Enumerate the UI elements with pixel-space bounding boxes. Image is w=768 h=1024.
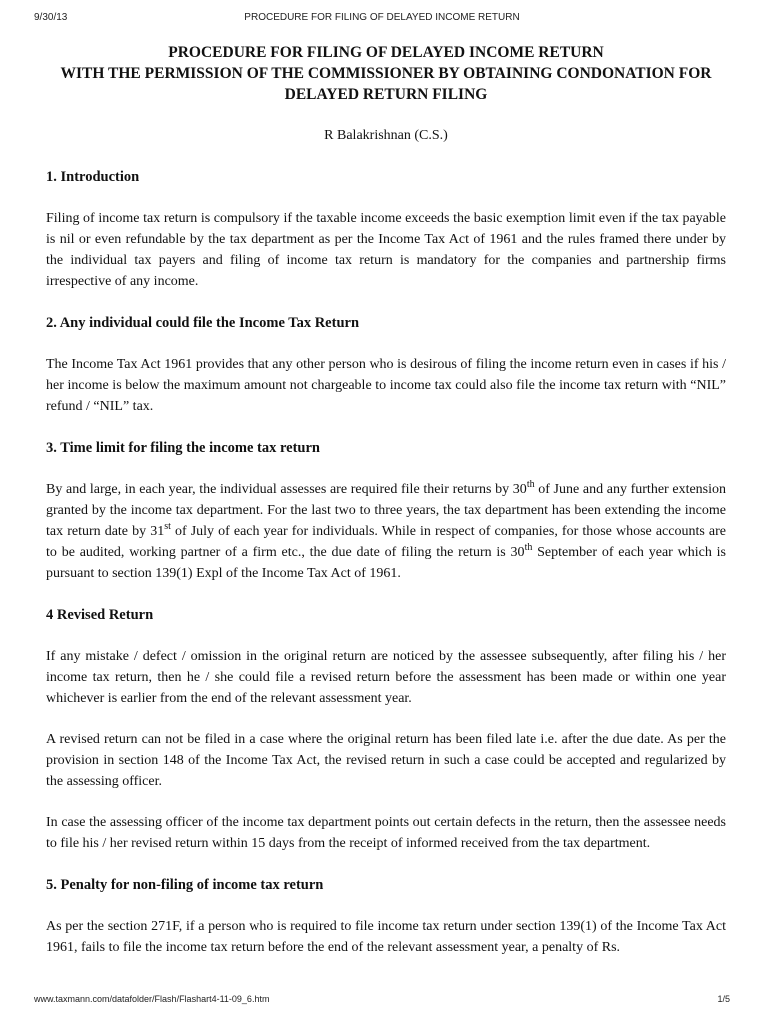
section-heading-penalty: 5. Penalty for non-filing of income tax return [46,877,324,893]
print-date: 9/30/13 [34,12,68,23]
page-number: 1/5 [717,994,730,1004]
print-page-title: PROCEDURE FOR FILING OF DELAYED INCOME RETURN [244,12,520,23]
paragraph-time-limit [46,479,726,584]
paragraph-individual: The Income Tax Act 1961 provides that any other person who is desirous of filing the income return even in cases if his / her income is below the maximum amount not chargeable to income tax could also file the income tax return with “NIL” refund / “NIL” tax. [46,357,726,414]
superscript: th [524,542,533,553]
text-run: By and large, in each year, the individual assesses are required file their returns by 30 [46,482,527,497]
paragraph-revised-1: If any mistake / defect / omission in the original return are noticed by the assessee subsequently, after filing his / her income tax return, then he / she could file a revised return before the assessment has been made or within one year whichever is earlier from the end of the relevant assessment year. [46,649,726,706]
superscript: th [526,479,535,490]
section-heading-time-limit: 3. Time limit for filing the income tax return [46,440,320,456]
document-title [46,42,726,105]
section-heading-introduction: 1. Introduction [46,169,140,185]
title-line-3: DELAYED RETURN FILING [284,86,488,103]
paragraph-revised-2: A revised return can not be filed in a case where the original return has been filed late i.e. after the due date. As per the provision in section 148 of the Income Tax Act, the revised return in such a case could be accepted and regularized by the assessing officer. [46,732,726,789]
title-line-1: PROCEDURE FOR FILING OF DELAYED INCOME RETURN [168,44,604,61]
text-run: of July of each year for individuals. While in respect of companies, for those whose accounts are to be audited, working partner of a firm etc., the due date of filing the return is 30 [46,524,726,560]
superscript: st [164,521,171,532]
document-body [46,42,726,958]
paragraph-penalty: As per the section 271F, if a person who is required to file income tax return under section 139(1) of the Income Tax Act 1961, fails to file the income tax return before the end of the relevant assessment year, a penalty of Rs. [46,919,726,955]
section-heading-individual: 2. Any individual could file the Income Tax Return [46,315,360,331]
print-header [34,12,730,26]
paragraph-introduction: Filing of income tax return is compulsory if the taxable income exceeds the basic exemption limit even if the tax payable is nil or even refundable by the tax department as per the Income Tax Act of 1961 and the rules framed there under by the individual tax payers and filing of income tax return is mandatory for the companies and partnership firms irrespective of any income. [46,211,726,289]
print-footer [34,994,730,1008]
text-run: of June and any further extension granted by the income tax department. For the last two to three years, the tax department has been extending the income tax return date by 31 [46,482,727,539]
section-heading-revised-return: 4 Revised Return [46,607,154,623]
source-url: www.taxmann.com/datafolder/Flash/Flashart4-11-09_6.htm [34,994,270,1004]
title-line-2: WITH THE PERMISSION OF THE COMMISSIONER BY OBTAINING CONDONATION FOR [60,65,712,82]
author: R Balakrishnan (C.S.) [324,128,448,143]
paragraph-revised-3: In case the assessing officer of the income tax department points out certain defects in the return, then the assessee needs to file his / her revised return within 15 days from the receipt of informed received from the tax department. [46,815,726,851]
text-run: September of each year which is pursuant to section 139(1) Expl of the Income Tax Act of 1961. [46,545,726,581]
